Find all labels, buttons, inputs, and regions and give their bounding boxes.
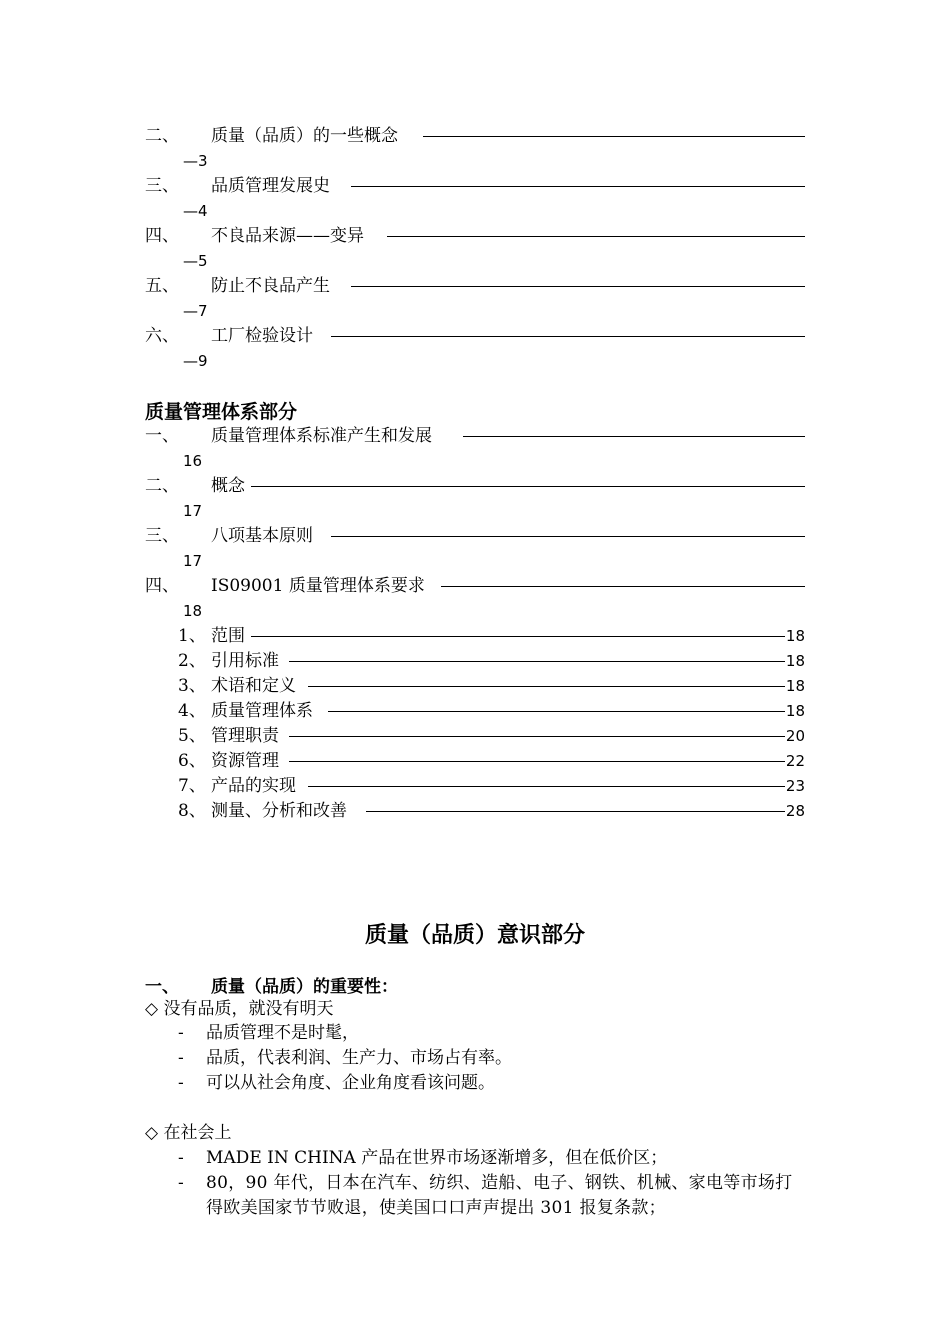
toc-page-number: —7 <box>183 302 208 320</box>
toc-title: 质量管理体系标准产生和发展 <box>211 426 432 446</box>
toc-sub-number: 4、 <box>178 701 206 721</box>
toc-sub-number: 6、 <box>178 751 206 771</box>
chapter-number: 一、 <box>145 977 179 997</box>
toc-number: 二、 <box>145 126 179 146</box>
toc-title: 品质管理发展史 <box>211 176 330 196</box>
toc-leader <box>251 486 805 487</box>
toc-sub-title: 范围 <box>211 626 245 646</box>
toc-sub-title: 引用标准 <box>211 651 279 671</box>
toc-number: 五、 <box>145 276 179 296</box>
toc-sub-number: 7、 <box>178 776 206 796</box>
toc-page-number: 17 <box>183 552 203 570</box>
toc-number: 四、 <box>145 226 179 246</box>
toc-number: 一、 <box>145 426 179 446</box>
toc-sub-number: 2、 <box>178 651 206 671</box>
toc-leader <box>423 136 805 137</box>
toc-title: 工厂检验设计 <box>211 326 313 346</box>
toc-entry[interactable] <box>145 574 805 599</box>
toc-page-number: 20 <box>786 724 805 749</box>
toc-page-number: 23 <box>786 774 805 799</box>
toc-leader <box>308 786 785 787</box>
toc-title: IS09001 质量管理体系要求 <box>211 576 425 596</box>
list-item-text: MADE IN CHINA 产品在世界市场逐渐增多，但在低价区； <box>206 1148 668 1168</box>
toc-page-number: 18 <box>786 649 805 674</box>
toc-leader <box>463 436 805 437</box>
toc-leader <box>331 336 805 337</box>
toc-leader <box>328 711 785 712</box>
diamond-point: ◇ 在社会上 <box>145 1123 232 1143</box>
toc-page-number: 22 <box>786 749 805 774</box>
toc-sub-number: 1、 <box>178 626 206 646</box>
toc-entry[interactable] <box>145 174 805 199</box>
toc-title: 概念 <box>211 476 245 496</box>
dash-marker: - <box>178 1023 184 1043</box>
toc-page-number: 18 <box>786 699 805 724</box>
toc-subentry[interactable] <box>178 724 805 749</box>
toc-leader <box>351 186 805 187</box>
toc-sub-title: 资源管理 <box>211 751 279 771</box>
toc-page-number: 16 <box>183 452 203 470</box>
toc-sub-number: 8、 <box>178 801 206 821</box>
toc-page-number: —3 <box>183 152 208 170</box>
toc-title: 防止不良品产生 <box>211 276 330 296</box>
toc-subentry[interactable] <box>178 674 805 699</box>
toc-number: 四、 <box>145 576 179 596</box>
toc-page-number: 18 <box>183 602 203 620</box>
toc-subentry[interactable] <box>178 649 805 674</box>
dash-marker: - <box>178 1073 184 1093</box>
toc-page-number: 28 <box>786 799 805 824</box>
section-heading: 质量管理体系部分 <box>145 401 298 423</box>
toc-leader <box>289 761 785 762</box>
dash-marker: - <box>178 1148 184 1168</box>
toc-entry[interactable] <box>145 124 805 149</box>
toc-leader <box>251 636 785 637</box>
dash-marker: - <box>178 1173 184 1193</box>
toc-page-number: —9 <box>183 352 208 370</box>
toc-sub-title: 测量、分析和改善 <box>211 801 347 821</box>
diamond-point: ◇ 没有品质，就没有明天 <box>145 999 334 1019</box>
toc-number: 三、 <box>145 176 179 196</box>
toc-subentry[interactable] <box>178 699 805 724</box>
toc-subentry[interactable] <box>178 799 805 824</box>
toc-leader <box>289 736 785 737</box>
toc-title: 不良品来源——变异 <box>211 226 364 246</box>
toc-number: 二、 <box>145 476 179 496</box>
main-title: 质量（品质）意识部分 <box>364 923 585 948</box>
list-item-text: 80，90 年代，日本在汽车、纺织、造船、电子、钢铁、机械、家电等市场打得欧美国家节节败退，使美国口口声声提出 301 报复条款； <box>206 1173 793 1218</box>
list-item-text: 品质，代表利润、生产力、市场占有率。 <box>206 1048 512 1068</box>
toc-page-number: 18 <box>786 674 805 699</box>
toc-entry[interactable] <box>145 224 805 249</box>
toc-page-number: —4 <box>183 202 208 220</box>
toc-sub-title: 术语和定义 <box>211 676 296 696</box>
toc-number: 六、 <box>145 326 179 346</box>
toc-leader <box>289 661 785 662</box>
toc-sub-number: 3、 <box>178 676 206 696</box>
toc-leader <box>441 586 805 587</box>
chapter-heading <box>145 972 398 997</box>
toc-entry[interactable] <box>145 274 805 299</box>
toc-sub-title: 管理职责 <box>211 726 279 746</box>
toc-leader <box>331 536 805 537</box>
list-item-text: 可以从社会角度、企业角度看该问题。 <box>206 1073 495 1093</box>
toc-entry[interactable] <box>145 324 805 349</box>
toc-entry[interactable] <box>145 474 805 499</box>
toc-title: 质量（品质）的一些概念 <box>211 126 398 146</box>
toc-leader <box>387 236 805 237</box>
toc-entry[interactable] <box>145 424 805 449</box>
toc-leader <box>308 686 785 687</box>
toc-subentry[interactable] <box>178 624 805 649</box>
toc-leader <box>366 811 785 812</box>
toc-entry[interactable] <box>145 524 805 549</box>
toc-page-number: 18 <box>786 624 805 649</box>
list-item-text: 品质管理不是时髦， <box>206 1023 359 1043</box>
dash-marker: - <box>178 1048 184 1068</box>
toc-number: 三、 <box>145 526 179 546</box>
chapter-title: 质量（品质）的重要性： <box>211 977 398 997</box>
toc-sub-number: 5、 <box>178 726 206 746</box>
toc-sub-title: 产品的实现 <box>211 776 296 796</box>
toc-subentry[interactable] <box>178 774 805 799</box>
toc-page-number: —5 <box>183 252 208 270</box>
toc-page-number: 17 <box>183 502 203 520</box>
toc-title: 八项基本原则 <box>211 526 313 546</box>
toc-sub-title: 质量管理体系 <box>211 701 313 721</box>
toc-leader <box>351 286 805 287</box>
toc-subentry[interactable] <box>178 749 805 774</box>
